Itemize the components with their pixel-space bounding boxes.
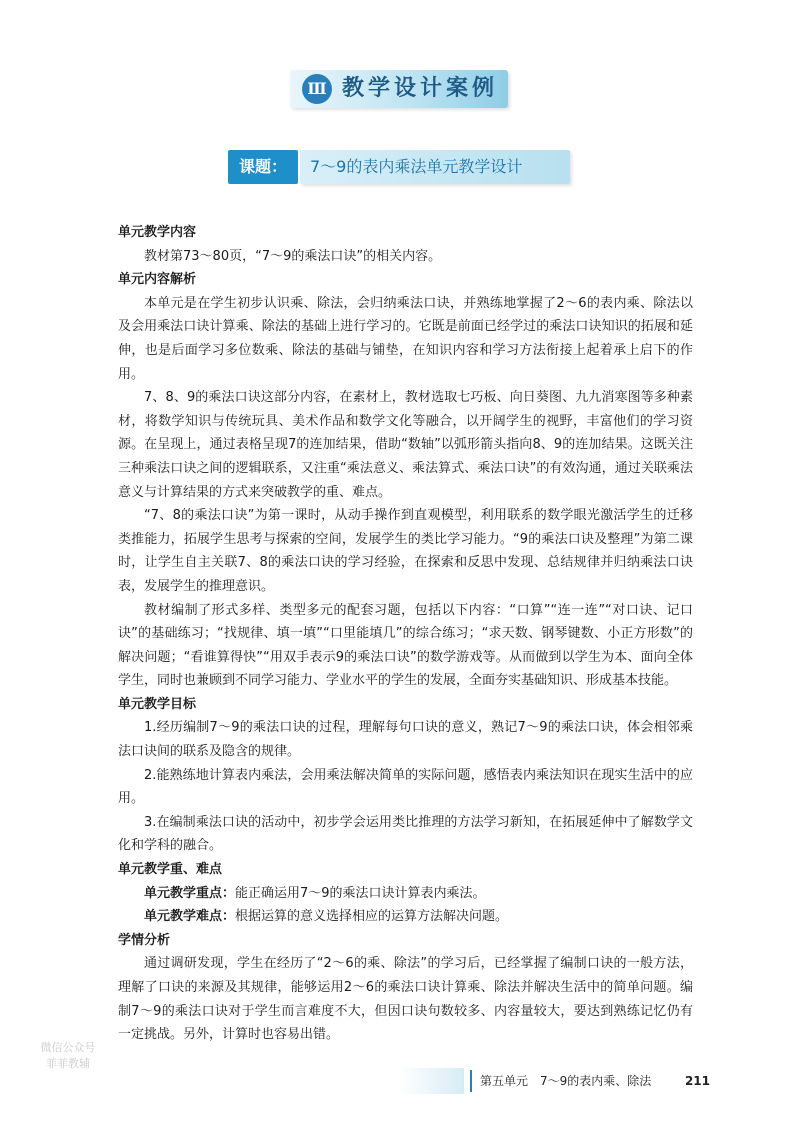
inline-text: 根据运算的意义选择相应的运算方法解决问题。 — [235, 909, 509, 925]
body-content — [118, 221, 693, 1047]
inline-text: 能正确运用7～9的乘法口诀计算表内乘法。 — [235, 885, 486, 901]
footer-unit-title: 第五单元 7～9的表内乘、除法 — [480, 1074, 652, 1088]
inline-label: 单元教学重点： — [144, 885, 236, 901]
body-paragraph: 教材编制了形式多样、类型多元的配套习题，包括以下内容：“口算”“连一连”“对口诀、记口诀”的基础练习；“找规律、填一填”“口里能填几”的综合练习；“求天数、钢琴键数、小正方形数”的解决问题；“看谁算得快”“用双手表示9的乘法口诀”的数学游戏等。从而做到以学生为本、面向全体学生，同时也兼顾到不同学习能力、学业水平的学生的发展，全面夯实基础知识、形成基本技能。 — [118, 602, 693, 689]
body-paragraph: 通过调研发现，学生在经历了“2～6的乘、除法”的学习后，已经掌握了编制口诀的一般方法，理解了口诀的来源及其规律，能够运用2～6的乘法口诀计算乘、除法并解决生活中的简单问题。编制7～9的乘法口诀对于学生而言难度不大，但因口诀句数较多、内容量较大，要达到熟练记忆仍有一定挑战。另外，计算时也容易出错。 — [118, 956, 693, 1043]
body-paragraph: 2.能熟练地计算表内乘法，会用乘法解决简单的实际问题，感悟表内乘法知识在现实生活中的应用。 — [118, 767, 693, 807]
chapter-banner — [290, 70, 508, 108]
section-heading: 单元内容解析 — [118, 272, 197, 288]
body-paragraph: 教材第73～80页，“7～9的乘法口诀”的相关内容。 — [144, 248, 442, 264]
topic-banner — [300, 150, 570, 184]
topic-title: 7～9的表内乘法单元教学设计 — [310, 157, 523, 176]
body-paragraph: 本单元是在学生初步认识乘、除法，会归纳乘法口诀，并熟练地掌握了2～6的表内乘、除法以及会用乘法口诀计算乘、除法的基础上进行学习的。它既是前面已经学过的乘法口诀知识的拓展和延伸，也是后面学习多位数乘、除法的基础与铺垫，在知识内容和学习方法衔接上起着承上启下的作用。 — [118, 295, 693, 382]
watermark — [18, 1040, 118, 1080]
page-number: 211 — [684, 1074, 710, 1088]
watermark-line-2: 菲菲教辅 — [46, 1057, 90, 1070]
labeled-paragraph — [118, 882, 693, 906]
footer-decoration — [400, 1068, 464, 1094]
section-heading: 单元教学重、难点 — [118, 862, 223, 878]
labeled-paragraph — [118, 905, 693, 929]
body-paragraph: 1.经历编制7～9的乘法口诀的过程，理解每句口诀的意义，熟记7～9的乘法口诀，体会相邻乘法口诀间的联系及隐含的规律。 — [118, 720, 693, 760]
inline-label: 单元教学难点： — [144, 909, 236, 925]
section-heading: 单元教学目标 — [118, 696, 197, 712]
topic-label: 课题： — [228, 150, 298, 184]
body-paragraph: “7、8的乘法口诀”为第一课时，从动手操作到直观模型，利用联系的数学眼光激活学生的迁移类推能力，拓展学生思考与探索的空间，发展学生的类比学习能力。“9的乘法口诀及整理”为第二课时，让学生自主关联7、8的乘法口诀的学习经验，在探索和反思中发现、总结规律并归纳乘法口诀表，发展学生的推理意识。 — [118, 508, 693, 594]
body-paragraph: 7、8、9的乘法口诀这部分内容，在素材上，教材选取七巧板、向日葵图、九九消寒图等多种素材，将数学知识与传统玩具、美术作品和数学文化等融合，以开阔学生的视野，丰富他们的学习资源。在呈现上，通过表格呈现7的连加结果，借助“数轴”以弧形箭头指向8、9的连加结果。这既关注三种乘法口诀之间的逻辑联系，又注重“乘法意义、乘法算式、乘法口诀”的有效沟通，通过关联乘法意义与计算结果的方式来突破教学的重、难点。 — [118, 390, 693, 500]
chapter-title: 教学设计案例 — [342, 76, 499, 101]
chapter-number-badge: Ⅲ — [302, 74, 332, 104]
section-heading: 单元教学内容 — [118, 225, 197, 240]
page-footer — [470, 1070, 710, 1092]
section-heading: 学情分析 — [118, 932, 171, 948]
body-paragraph: 3.在编制乘法口诀的活动中，初步学会运用类比推理的方法学习新知，在拓展延伸中了解数学文化和学科的融合。 — [118, 814, 693, 854]
watermark-line-1: 微信公众号 — [40, 1041, 96, 1054]
